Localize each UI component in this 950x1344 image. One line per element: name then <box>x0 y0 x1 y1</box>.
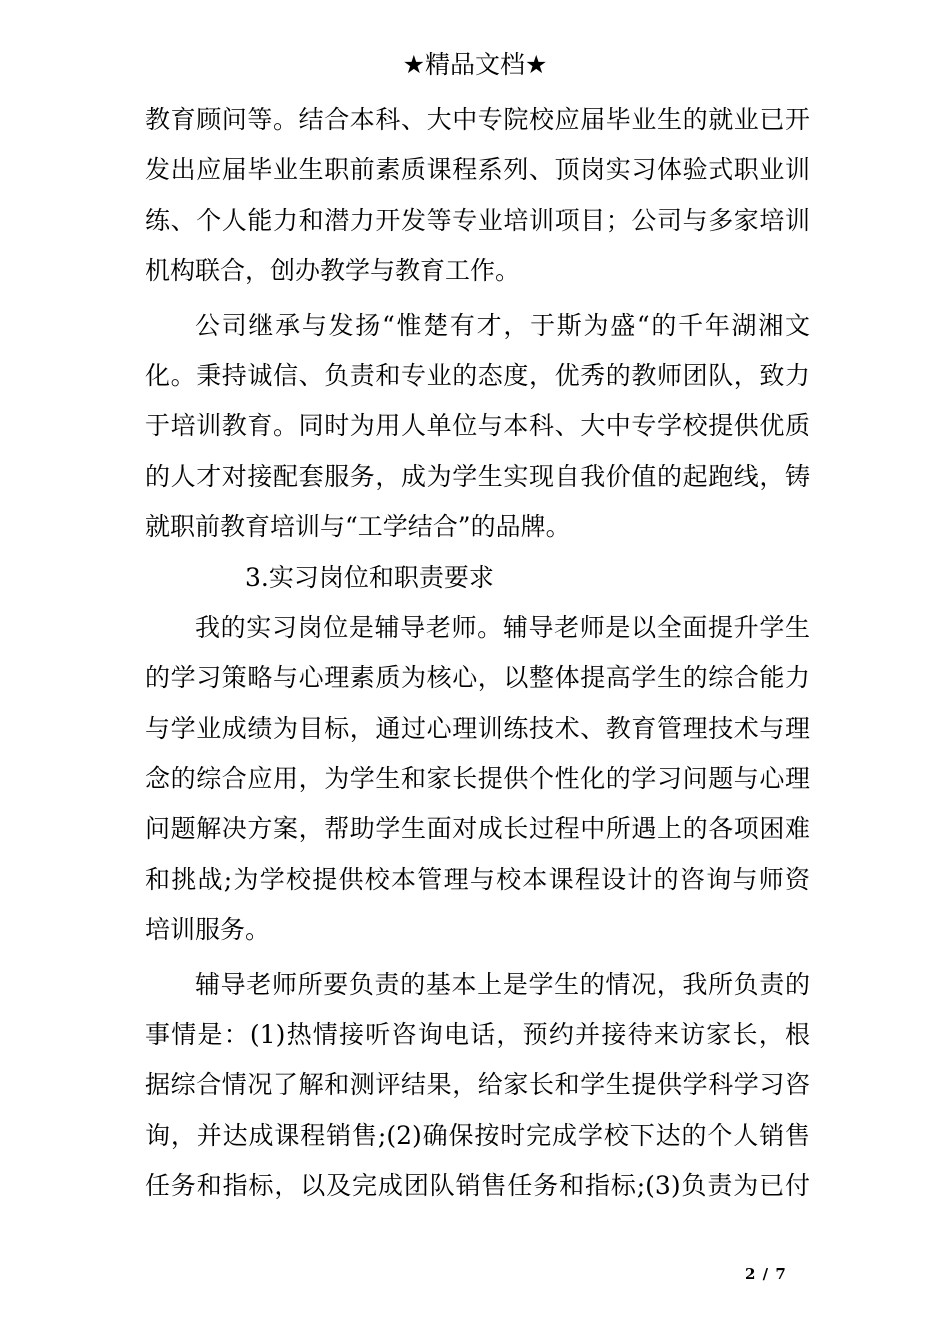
page-header: ★精品文档★ <box>402 50 548 79</box>
text-line: 询，并达成课程销售;(2)确保按时完成学校下达的个人销售 <box>145 1120 810 1150</box>
text-line: 据综合情况了解和测评结果，给家长和学生提供学科学习咨 <box>145 1070 810 1100</box>
text-line: 教育顾问等。结合本科、大中专院校应届毕业生的就业已开 <box>145 105 810 134</box>
text-line: 的人才对接配套服务，成为学生实现自我价值的起跑线，铸 <box>145 461 810 491</box>
text-line: 发出应届毕业生职前素质课程系列、顶岗实习体验式职业训 <box>145 155 810 185</box>
text-line: 公司继承与发扬“惟楚有才，于斯为盛“的千年湖湘文 <box>195 310 810 340</box>
text-line: 于培训教育。同时为用人单位与本科、大中专学校提供优质 <box>145 411 810 441</box>
text-line: 我的实习岗位是辅导老师。辅导老师是以全面提升学生 <box>195 612 810 642</box>
text-line: 与学业成绩为目标，通过心理训练技术、教育管理技术与理 <box>145 713 810 743</box>
text-line: 就职前教育培训与“工学结合”的品牌。 <box>145 512 571 542</box>
text-line: 培训服务。 <box>145 915 271 945</box>
text-line: 和挑战;为学校提供校本管理与校本课程设计的咨询与师资 <box>145 864 810 894</box>
text-line: 任务和指标，以及完成团队销售任务和指标;(3)负责为已付 <box>145 1171 810 1201</box>
text-line: 练、个人能力和潜力开发等专业培训项目；公司与多家培训 <box>145 205 810 235</box>
text-line: 问题解决方案，帮助学生面对成长过程中所遇上的各项困难 <box>145 814 810 844</box>
document-body <box>145 95 810 1212</box>
text-line: 辅导老师所要负责的基本上是学生的情况，我所负责的 <box>195 969 810 999</box>
text-line: 念的综合应用，为学生和家长提供个性化的学习问题与心理 <box>145 764 810 794</box>
page-number: 2 / 7 <box>745 1265 787 1283</box>
text-line: 事情是：(1)热情接听咨询电话，预约并接待来访家长，根 <box>145 1020 810 1050</box>
text-line: 化。秉持诚信、负责和专业的态度，优秀的教师团队，致力 <box>145 360 810 390</box>
text-line: 的学习策略与心理素质为核心，以整体提高学生的综合能力 <box>145 663 810 693</box>
section-heading: 3.实习岗位和职责要求 <box>245 562 494 592</box>
text-line: 机构联合，创办教学与教育工作。 <box>145 256 521 286</box>
